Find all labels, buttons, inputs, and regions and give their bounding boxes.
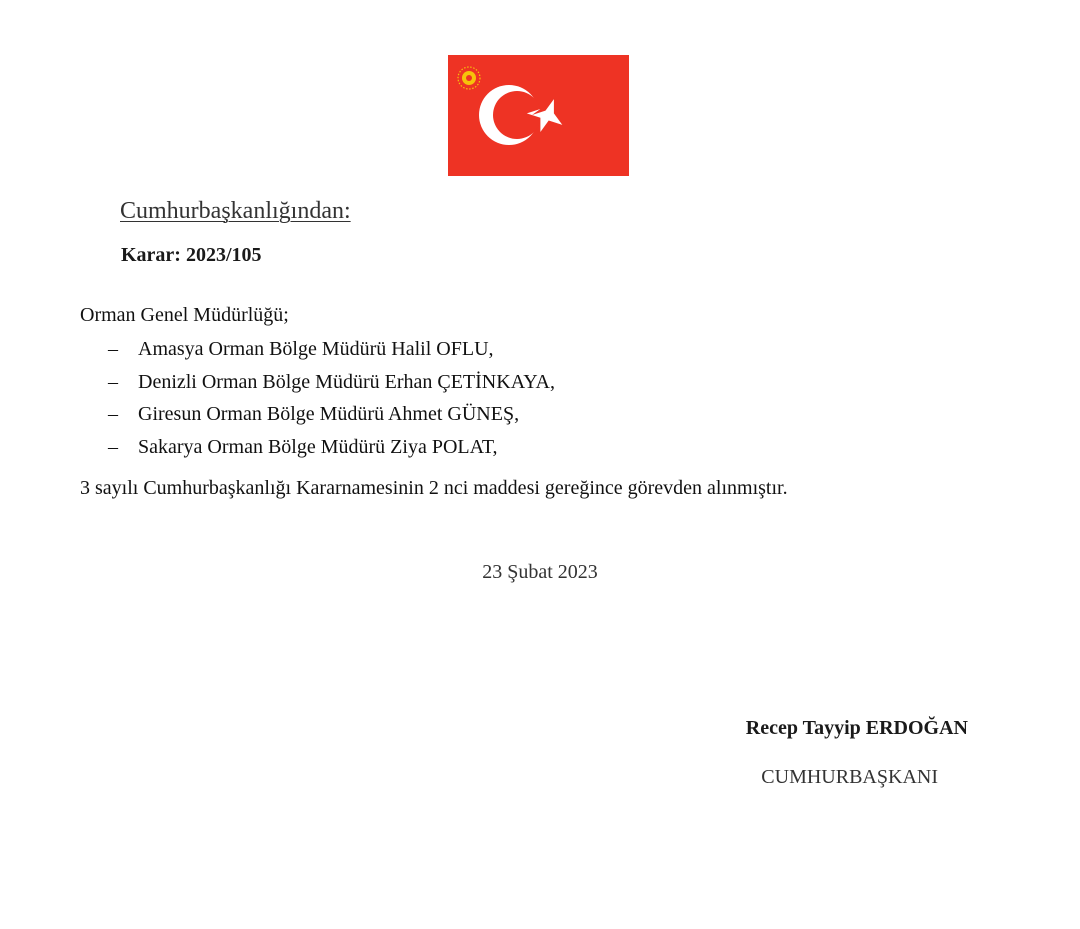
dismissed-persons-list	[108, 338, 555, 468]
dash-bullet: –	[108, 338, 118, 360]
decision-date: 23 Şubat 2023	[482, 561, 598, 583]
list-item	[108, 338, 555, 371]
organization-name: Orman Genel Müdürlüğü;	[80, 304, 289, 326]
turkish-flag-icon	[448, 55, 629, 176]
dash-bullet: –	[108, 403, 118, 425]
issuer-heading: Cumhurbaşkanlığından:	[120, 198, 351, 224]
closing-statement: 3 sayılı Cumhurbaşkanlığı Kararnamesinin 2 nci maddesi gereğince görevden alınmıştır.	[80, 477, 788, 499]
list-item	[108, 403, 555, 436]
person-entry: Giresun Orman Bölge Müdürü Ahmet GÜNEŞ,	[138, 403, 520, 425]
decision-number: Karar: 2023/105	[121, 244, 262, 266]
signatory-title: CUMHURBAŞKANI	[761, 766, 938, 788]
dash-bullet: –	[108, 370, 118, 393]
person-entry: Amasya Orman Bölge Müdürü Halil OFLU,	[138, 338, 494, 360]
signatory-name: Recep Tayyip ERDOĞAN	[745, 717, 968, 739]
dash-bullet: –	[108, 435, 118, 458]
person-entry: Sakarya Orman Bölge Müdürü Ziya POLAT,	[138, 435, 498, 458]
person-entry: Denizli Orman Bölge Müdürü Erhan ÇETİNKAYA,	[138, 370, 555, 393]
list-item	[108, 371, 555, 404]
list-item	[108, 436, 555, 469]
